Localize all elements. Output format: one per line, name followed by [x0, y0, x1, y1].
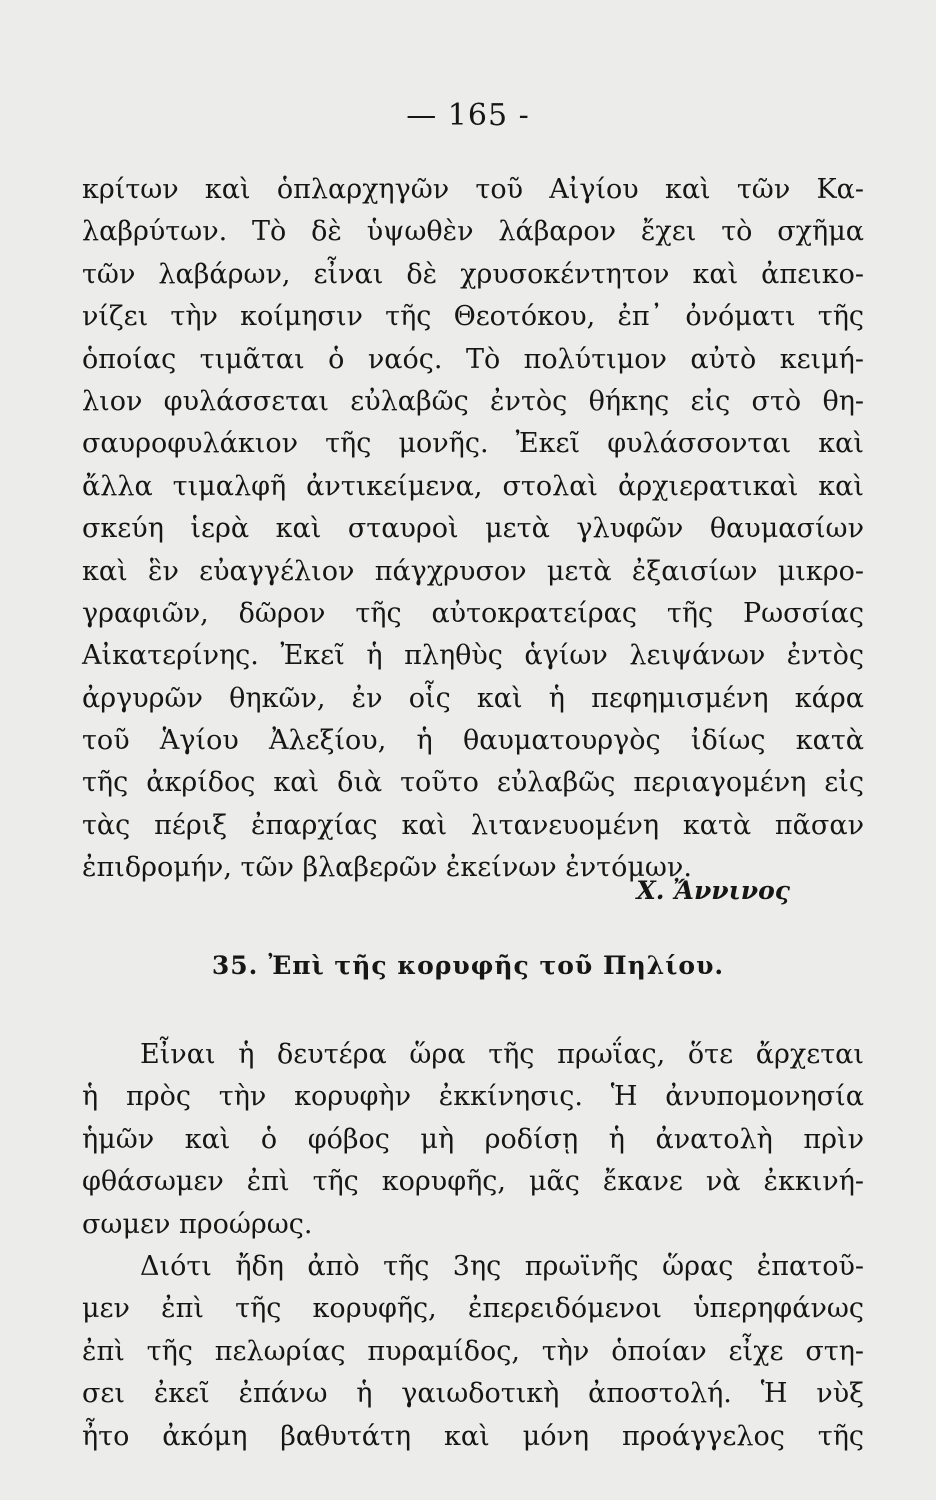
section-title: Ἐπὶ τῆς κορυφῆς τοῦ Πηλίου.: [268, 951, 725, 980]
text-line: Αἰκατερίνης. Ἐκεῖ ἡ πληθὺς ἁγίων λειψάνων ἐντὸς: [82, 640, 864, 672]
text-line: λιον φυλάσσεται εὐλαβῶς ἐντὸς θήκης εἰς στὸ θη-: [82, 385, 864, 417]
text-line: λαβρύτων. Τὸ δὲ ὑψωθὲν λάβαρον ἔχει τὸ σχῆμα: [82, 216, 864, 248]
text-line: κρίτων καὶ ὁπλαρχηγῶν τοῦ Αἰγίου καὶ τῶν Κα-: [82, 174, 864, 205]
text-line: φθάσωμεν ἐπὶ τῆς κορυφῆς, μᾶς ἔκανε νὰ ἐκκινή-: [82, 1166, 864, 1198]
author-signature: Χ. Ἄννινος: [636, 876, 790, 905]
paragraph-3: [82, 1246, 864, 1458]
text-line: Εἶναι ἡ δευτέρα ὥρα τῆς πρωΐας, ὅτε ἄρχεται: [140, 1039, 864, 1070]
text-line: ὁποίας τιμᾶται ὁ ναός. Τὸ πολύτιμον αὐτὸ κειμή-: [82, 343, 864, 375]
text-line: γραφιῶν, δῶρον τῆς αὐτοκρατείρας τῆς Ρωσσίας: [82, 597, 864, 629]
paragraph-2: [82, 1034, 864, 1246]
text-line: ἐπὶ τῆς πελωρίας πυραμίδος, τὴν ὁποίαν εἶχε στη-: [82, 1335, 864, 1367]
text-line: ἦτο ἀκόμη βαθυτάτη καὶ μόνη προάγγελος τῆς: [82, 1420, 864, 1452]
text-line: σκεύη ἱερὰ καὶ σταυροὶ μετὰ γλυφῶν θαυμασίων: [82, 513, 864, 545]
text-line: σωμεν προώρως.: [82, 1208, 313, 1240]
text-line: τὰς πέριξ ἐπαρχίας καὶ λιτανευομένη κατὰ πᾶσαν: [82, 809, 864, 841]
text-line: καὶ ἓν εὐαγγέλιον πάγχρυσον μετὰ ἐξαισίων μικρο-: [82, 555, 864, 587]
text-line: ἄλλα τιμαλφῆ ἀντικείμενα, στολαὶ ἀρχιερατικαὶ καὶ: [82, 470, 864, 502]
text-line: Διότι ἤδη ἀπὸ τῆς 3ης πρωϊνῆς ὥρας ἐπατοῦ-: [140, 1251, 864, 1282]
page-number: — 165 -: [406, 98, 530, 133]
paragraph-1: [82, 169, 864, 890]
section-number: 35.: [211, 951, 259, 980]
text-line: ἐπιδρομήν, τῶν βλαβερῶν ἐκείνων ἐντόμων.: [82, 852, 692, 884]
text-line: σαυροφυλάκιον τῆς μονῆς. Ἐκεῖ φυλάσσονται καὶ: [82, 428, 864, 460]
text-line: ἡμῶν καὶ ὁ φόβος μὴ ροδίσῃ ἡ ἀνατολὴ πρὶν: [82, 1123, 864, 1155]
text-line: τῶν λαβάρων, εἶναι δὲ χρυσοκέντητον καὶ ἀπεικο-: [82, 258, 864, 290]
text-line: ἀργυρῶν θηκῶν, ἐν οἷς καὶ ἡ πεφημισμένη κάρα: [82, 682, 864, 714]
text-line: τῆς ἀκρίδος καὶ διὰ τοῦτο εὐλαβῶς περιαγομένη εἰς: [82, 767, 864, 799]
section-heading: [0, 951, 936, 980]
text-line: σει ἐκεῖ ἐπάνω ἡ γαιωδοτικὴ ἀποστολή. Ἡ νὺξ: [82, 1378, 864, 1410]
text-line: νίζει τὴν κοίμησιν τῆς Θεοτόκου, ἐπ᾿ ὀνόματι τῆς: [82, 301, 864, 333]
text-line: τοῦ Ἁγίου Ἀλεξίου, ἡ θαυματουργὸς ἰδίως κατὰ: [82, 725, 864, 757]
text-line: ἡ πρὸς τὴν κορυφὴν ἐκκίνησις. Ἡ ἀνυπομονησία: [82, 1081, 864, 1113]
text-line: μεν ἐπὶ τῆς κορυφῆς, ἐπερειδόμενοι ὑπερηφάνως: [82, 1293, 864, 1325]
